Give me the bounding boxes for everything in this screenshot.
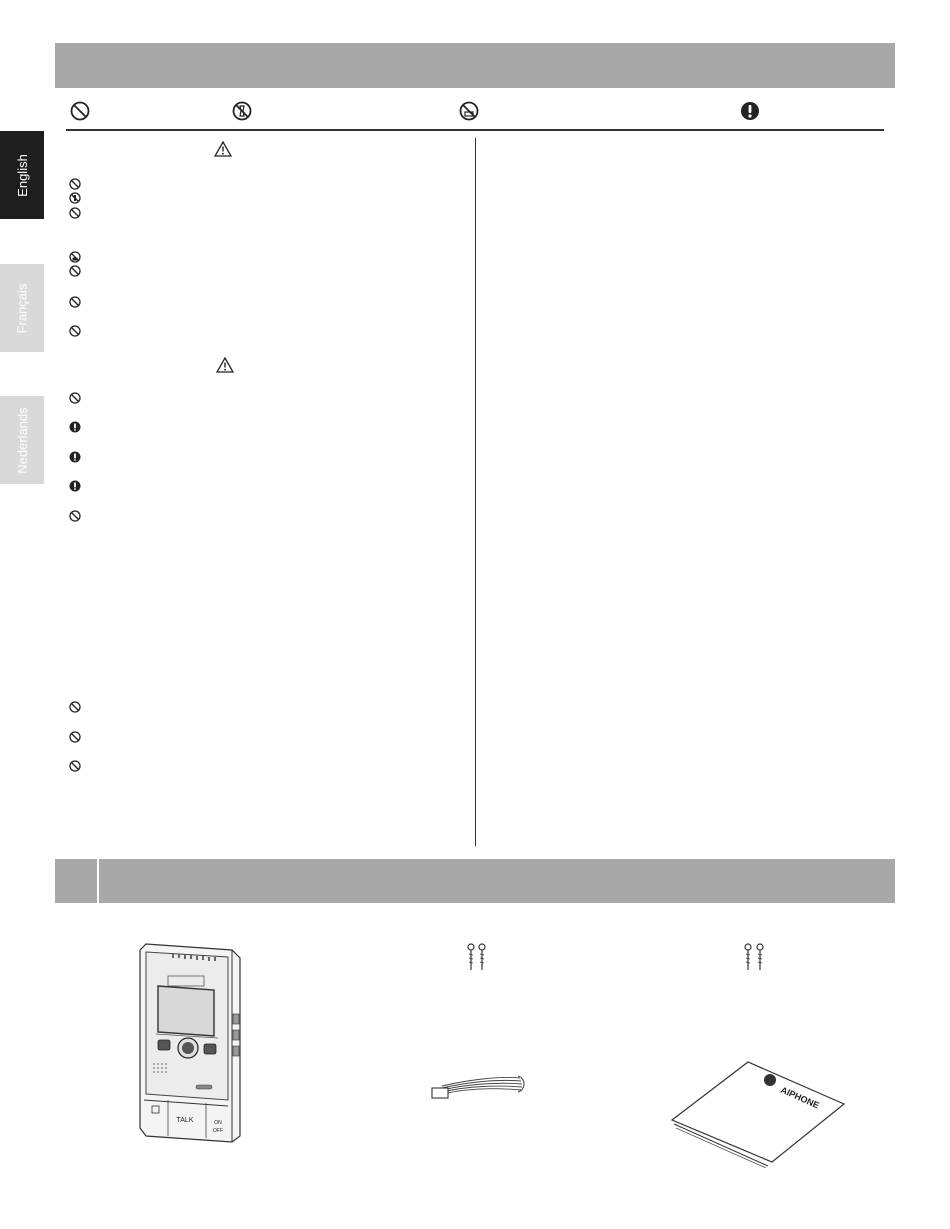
monitor-on-label: ON xyxy=(214,1120,222,1126)
package-contents-header-bar xyxy=(55,859,895,903)
no-disassembly-icon xyxy=(232,101,252,121)
no-wet-hands-icon xyxy=(69,251,81,263)
warning-triangle-icon xyxy=(214,141,232,157)
monitor-off-label: OFF xyxy=(213,1128,223,1134)
prohibited-icon xyxy=(69,207,81,219)
prohibited-icon xyxy=(69,510,81,522)
monitor-unit-illustration xyxy=(132,940,248,1144)
header-bar xyxy=(55,43,895,88)
prohibited-icon xyxy=(69,296,81,308)
prohibited-icon xyxy=(69,760,81,772)
prohibited-icon xyxy=(69,265,81,277)
mandatory-icon xyxy=(69,451,81,463)
symbol-legend-row xyxy=(66,99,884,131)
prohibited-icon xyxy=(69,392,81,404)
section-number-box xyxy=(55,859,99,903)
column-divider xyxy=(475,138,476,846)
monitor-left-button xyxy=(158,1040,170,1050)
prohibited-icon xyxy=(69,178,81,190)
caution-triangle-icon xyxy=(216,357,234,373)
mandatory-icon xyxy=(69,421,81,433)
tab-english-label: English xyxy=(14,153,30,197)
cable-connector-icon xyxy=(428,1066,528,1104)
tab-nederlands[interactable] xyxy=(0,396,44,484)
tab-francais-label: Français xyxy=(14,283,30,333)
screws-icon xyxy=(741,943,767,973)
prohibited-icon xyxy=(69,731,81,743)
mandatory-icon xyxy=(740,101,760,121)
prohibited-icon xyxy=(70,101,90,121)
instruction-manual-icon xyxy=(668,1058,848,1168)
no-disassembly-icon xyxy=(69,192,81,204)
manual-brand-label: AIPHONE xyxy=(779,1084,821,1111)
tab-english[interactable] xyxy=(0,131,44,219)
monitor-talk-label: TALK xyxy=(176,1117,194,1124)
tab-nederlands-label: Nederlands xyxy=(14,406,30,474)
screws-icon xyxy=(465,943,489,973)
tab-francais[interactable] xyxy=(0,264,44,352)
prohibited-icon xyxy=(69,325,81,337)
mandatory-icon xyxy=(69,480,81,492)
prohibited-icon xyxy=(69,701,81,713)
no-wet-hands-icon xyxy=(459,101,479,121)
